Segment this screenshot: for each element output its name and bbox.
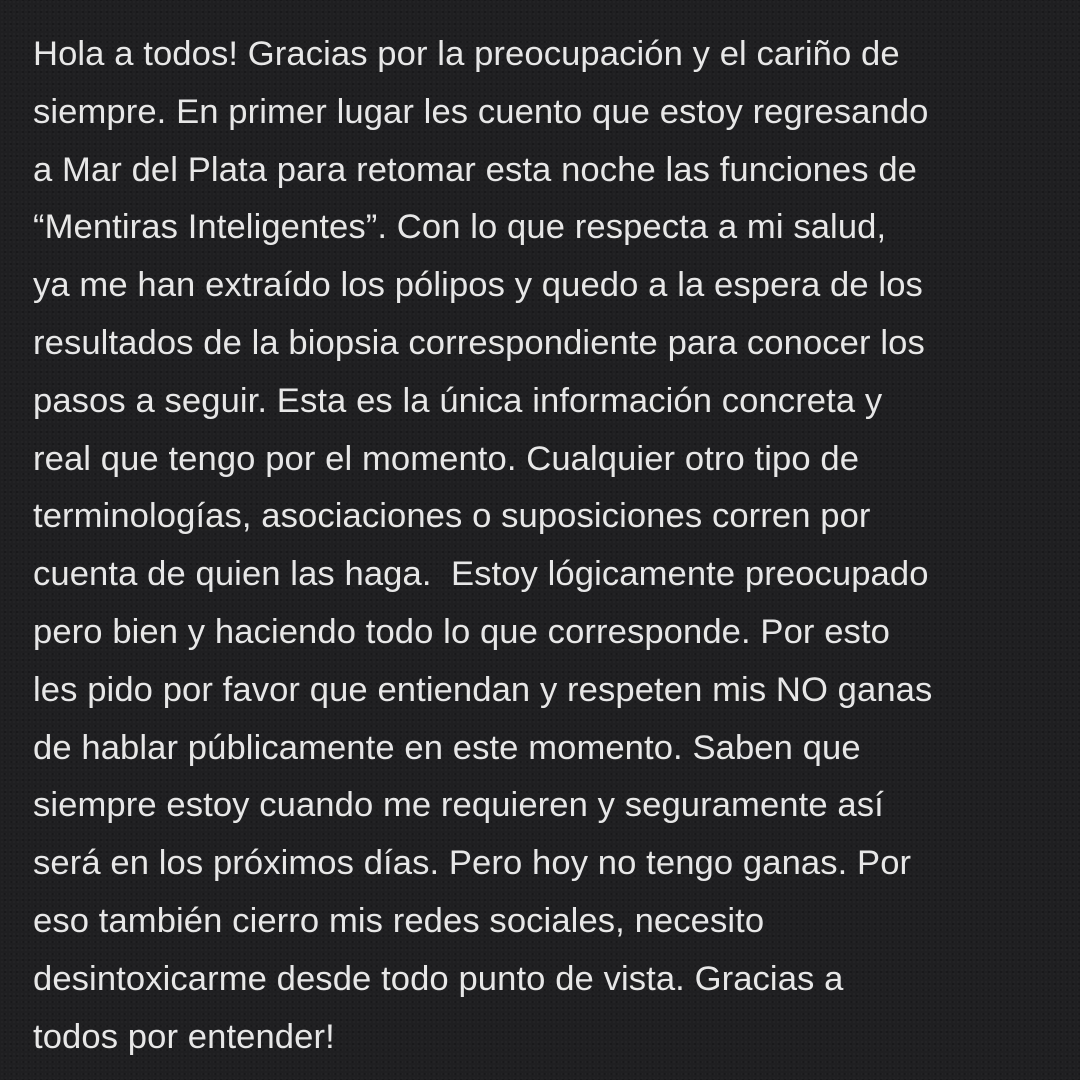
note-line: terminologías, asociaciones o suposiciones corren por: [33, 497, 871, 536]
note-line: “Mentiras Inteligentes”. Con lo que respecta a mi salud,: [33, 208, 887, 247]
note-text-body[interactable]: [33, 26, 1063, 1066]
note-line: a Mar del Plata para retomar esta noche las funciones de: [33, 150, 917, 189]
note-line: eso también cierro mis redes sociales, necesito: [33, 901, 765, 940]
note-line: cuenta de quien las haga. Estoy lógicamente preocupado: [33, 555, 929, 594]
note-line: siempre. En primer lugar les cuento que estoy regresando: [33, 92, 929, 131]
note-line: de hablar públicamente en este momento. Saben que: [33, 728, 861, 767]
note-line: será en los próximos días. Pero hoy no tengo ganas. Por: [33, 844, 912, 883]
note-line: pasos a seguir. Esta es la única información concreta y: [33, 381, 883, 420]
note-line: siempre estoy cuando me requieren y seguramente así: [33, 786, 884, 825]
note-line: todos por entender!: [33, 1017, 335, 1056]
note-line: desintoxicarme desde todo punto de vista. Gracias a: [33, 959, 844, 998]
note-line: resultados de la biopsia correspondiente para conocer los: [33, 323, 925, 362]
note-line: ya me han extraído los pólipos y quedo a la espera de los: [33, 266, 923, 305]
note-line: real que tengo por el momento. Cualquier otro tipo de: [33, 439, 860, 478]
note-line: les pido por favor que entiendan y respeten mis NO ganas: [33, 670, 933, 709]
note-line: Hola a todos! Gracias por la preocupación y el cariño de: [33, 35, 900, 73]
note-line: pero bien y haciendo todo lo que corresponde. Por esto: [33, 612, 890, 651]
